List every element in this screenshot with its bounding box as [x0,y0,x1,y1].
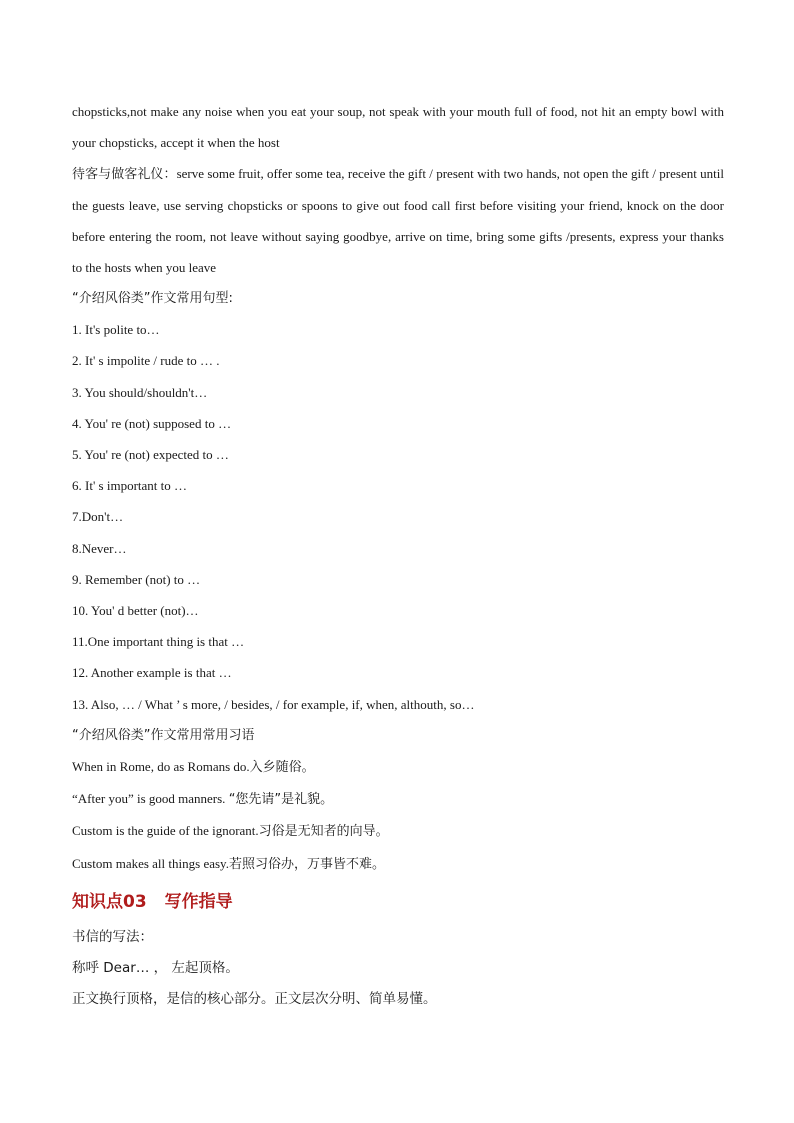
sentence-pattern-item: 10. You' d better (not)… [72,603,199,619]
sentence-pattern-item: 12. Another example is that … [72,665,232,681]
sentence-pattern-item: 11.One important thing is that … [72,634,245,650]
idiom-item [72,751,724,783]
idiom-item [72,848,724,880]
sentence-pattern-item: 4. You' re (not) supposed to … [72,415,232,431]
idiom-item [72,783,724,815]
section-title: 写作指导 [164,891,233,912]
writing-guide-line: 正文换行顶格，是信的核心部分。正文层次分明、简单易懂。 [72,990,437,1007]
idiom-english: “After you” is good manners. [72,791,229,807]
section-heading [72,882,724,922]
writing-guide [72,922,724,1015]
idiom-chinese: 入乡随俗。 [249,760,315,776]
idioms-list [72,751,724,880]
idiom-item [72,815,724,847]
sentence-pattern-item: 1. It's polite to… [72,322,160,338]
sentence-pattern-item: 2. It' s impolite / rude to … . [72,353,220,369]
sentence-pattern-item: 5. You' re (not) expected to … [72,447,229,463]
idiom-chinese: “您先请”是礼貌。 [228,792,334,808]
writing-guide-line: 书信的写法： [72,928,153,945]
document-page [72,96,724,1015]
idiom-english: Custom makes all things easy. [72,855,229,871]
hosting-etiquette-paragraph [72,158,724,283]
sentence-pattern-item: 7.Don't… [72,509,124,525]
sentence-pattern-item: 9. Remember (not) to … [72,571,201,587]
idiom-chinese: 习俗是无知者的向导。 [258,824,389,840]
sentence-patterns-title: “介绍风俗类”作文常用句型: [72,291,233,306]
section-number: 知识点03 [72,891,147,912]
idiom-english: When in Rome, do as Romans do. [72,759,250,775]
sentence-patterns-list [72,314,724,720]
sentence-pattern-item: 8.Never… [72,540,127,556]
hosting-etiquette-text: serve some fruit, offer some tea, receive the gift / present with two hands, not open the gift / present until the guests leave, use serving chopsticks or spoons to give out food call first before visiting your friend, knock on the door before entering the room, not leave without saying goodbye, arrive on time, bring some gifts /presents, express your thanks to the hosts when you leave [72,166,724,275]
idioms-title: “介绍风俗类”作文常用常用习语 [72,727,255,743]
table-manners-paragraph: chopsticks,not make any noise when you eat your soup, not speak with your mouth full of food, not hit an empty bowl with your chopsticks, accept it when the host [72,104,724,150]
idiom-english: Custom is the guide of the ignorant. [72,823,259,839]
hosting-etiquette-label: 待客与做客礼仪： [72,167,177,182]
writing-guide-line: 称呼 Dear… ， 左起顶格。 [72,959,239,976]
sentence-pattern-item: 6. It' s important to … [72,478,188,494]
sentence-pattern-item: 13. Also, … / What ’ s more, / besides, / for example, if, when, althouth, so… [72,696,475,712]
sentence-pattern-item: 3. You should/shouldn't… [72,384,208,400]
idiom-chinese: 若照习俗办，万事皆不难。 [228,856,385,872]
